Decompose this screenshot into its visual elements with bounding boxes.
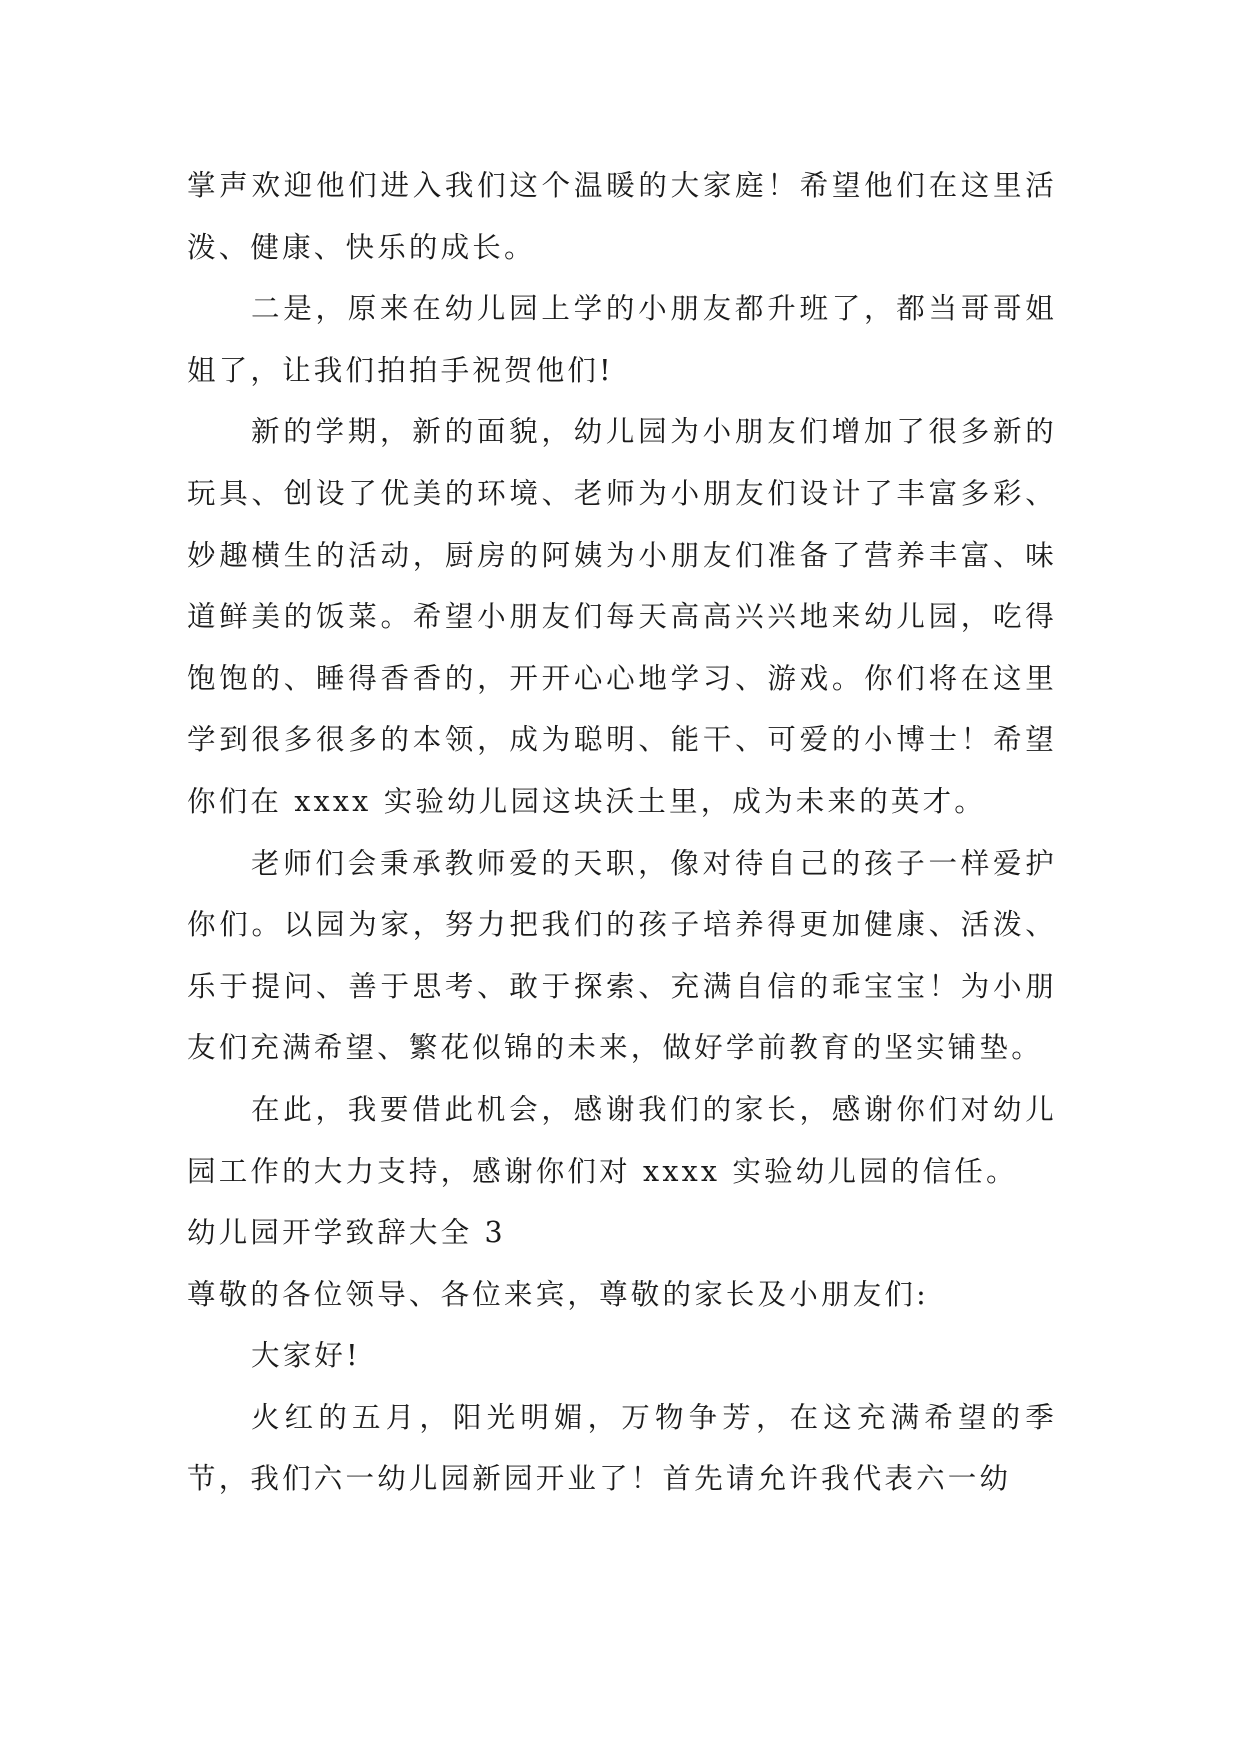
greeting: 大家好! [251, 1339, 361, 1373]
paragraph-new-semester: 新的学期，新的面貌，幼儿园为小朋友们增加了很多新的玩具、创设了优美的环境、老师为小朋友们设计了丰富多彩、妙趣横生的活动，厨房的阿姨为小朋友们准备了营养丰富、味道鲜美的饭菜。希望小朋友们每天高高兴兴地来幼儿园，吃得饱饱的、睡得香香的，开开心心地学习、游戏。你们将在这里学到很多很多的本领，成为聪明、能干、可爱的小博士！希望你们在 xxxx 实验幼儿园这块沃土里，成为未来的英才。 [187, 415, 1057, 818]
paragraph-promotion: 二是，原来在幼儿园上学的小朋友都升班了，都当哥哥姐姐了，让我们拍拍手祝贺他们! [187, 292, 1057, 387]
document-body [187, 155, 1057, 1510]
salutation: 尊敬的各位领导、各位来宾，尊敬的家长及小朋友们: [187, 1277, 929, 1311]
paragraph-opening: 火红的五月，阳光明媚，万物争芳，在这充满希望的季节，我们六一幼儿园新园开业了！首先请允许我代表六一幼 [187, 1400, 1057, 1496]
paragraph-teachers: 老师们会秉承教师爱的天职，像对待自己的孩子一样爱护你们。以园为家，努力把我们的孩子培养得更加健康、活泼、乐于提问、善于思考、敢于探索、充满自信的乖宝宝！为小朋友们充满希望、繁花似锦的未来，做好学前教育的坚实铺垫。 [187, 846, 1057, 1065]
section-title: 幼儿园开学致辞大全 3 [187, 1216, 506, 1250]
paragraph-thanks-parents: 在此，我要借此机会，感谢我们的家长，感谢你们对幼儿园工作的大力支持，感谢你们对 xxxx 实验幼儿园的信任。 [187, 1092, 1057, 1188]
paragraph-welcome-continued: 掌声欢迎他们进入我们这个温暖的大家庭！希望他们在这里活泼、健康、快乐的成长。 [187, 169, 1057, 264]
